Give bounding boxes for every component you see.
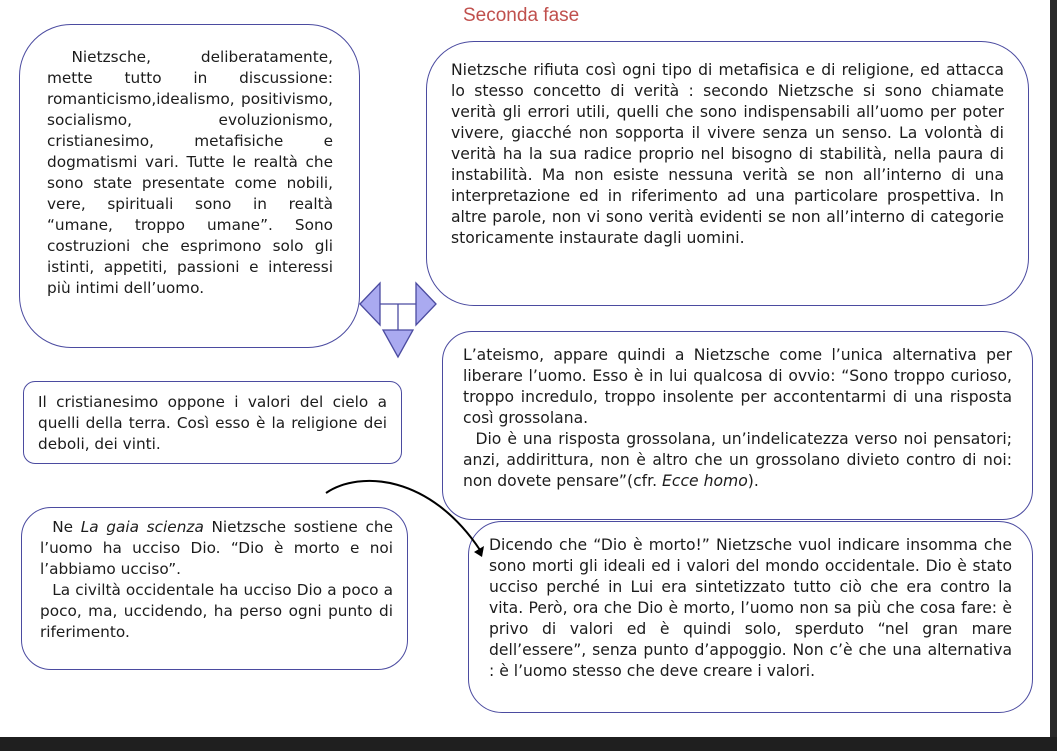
four-way-arrow-icon — [360, 283, 436, 357]
box-text: Dicendo che “Dio è morto!” Nietzsche vuol indicare insomma che sono morti gli ideali ed i valori del mondo occidentale. Dio è stato ucciso perché in Lui era sintetizzato tutto ciò che era contro la vita. Però, ora che Dio è morto, l’uomo non sa più che cosa fare: è privo di valori ed è quindi solo, sperduto “nel gran mare dell’essere”, senza punto d’appoggio. Non c’è che una alternativa : è l’uomo stesso che deve creare i valori. — [489, 536, 1012, 680]
box-atheism — [442, 331, 1033, 520]
box-text-2: Dio è una risposta grossolana, un’indelicatezza verso noi pensatori; anzi, addirittura, non è altro che un grossolano divieto contro di noi: non dovete pensare”(cfr. Ecce homo). — [463, 430, 1012, 490]
box-text: Il cristianesimo oppone i valori del cielo a quelli della terra. Così esso è la religione dei deboli, dei vinti. — [38, 393, 387, 453]
box-text-2: La civiltà occidentale ha ucciso Dio a poco a poco, ma, uccidendo, ha perso ogni punto di riferimento. — [40, 581, 393, 641]
page-title: Seconda fase — [463, 5, 580, 26]
box-gaia-scienza — [21, 507, 408, 670]
box-text: L’ateismo, appare quindi a Nietzsche come l’unica alternativa per liberare l’uomo. Esso è in lui qualcosa di ovvio: “Sono troppo curioso, troppo incredulo, troppo insolente per accontentarmi di una risposta così grossolana. — [463, 346, 1012, 427]
box-text: Nietzsche rifiuta così ogni tipo di metafisica e di religione, ed attacca lo stesso concetto di verità : secondo Nietzsche si sono chiamate verità gli errori utili, quelli che sono indispensabili all’uomo per poter vivere, giacché non sopporta il vivere senza un senso. La volontà di verità ha la sua radice proprio nel bisogno di stabilità, nella paura di instabilità. Ma non esiste nessuna verità se non all’interno di una interpretazione ed in riferimento ad una particolare prospettiva. In altre parole, non vi sono verità evidenti se non all’interno di categorie storicamente instaurate dagli uomini. — [451, 61, 1004, 247]
box-questioning-values — [19, 24, 360, 348]
box-text: Nietzsche, deliberatamente, mette tutto in discussione: romanticismo,idealismo, positivismo, socialismo, evoluzionismo, cristianesimo, metafisiche e dogmatismi vari. Tutte le realtà che sono state presentate come nobili, vere, spirituali sono in realtà “umane, troppo umane”. Sono costruzioni che esprimono solo gli istinti, appetiti, passioni e interessi più intimi dell’uomo. — [47, 48, 333, 297]
box-truth-critique — [426, 41, 1029, 306]
box-christianity — [23, 381, 402, 464]
window-border-right — [1050, 0, 1057, 737]
box-text: Ne La gaia scienza Nietzsche sostiene che l’uomo ha ucciso Dio. “Dio è morto e noi l’abbiamo ucciso”. — [40, 518, 393, 578]
window-border-bottom — [0, 737, 1057, 751]
box-god-is-dead — [468, 521, 1033, 713]
